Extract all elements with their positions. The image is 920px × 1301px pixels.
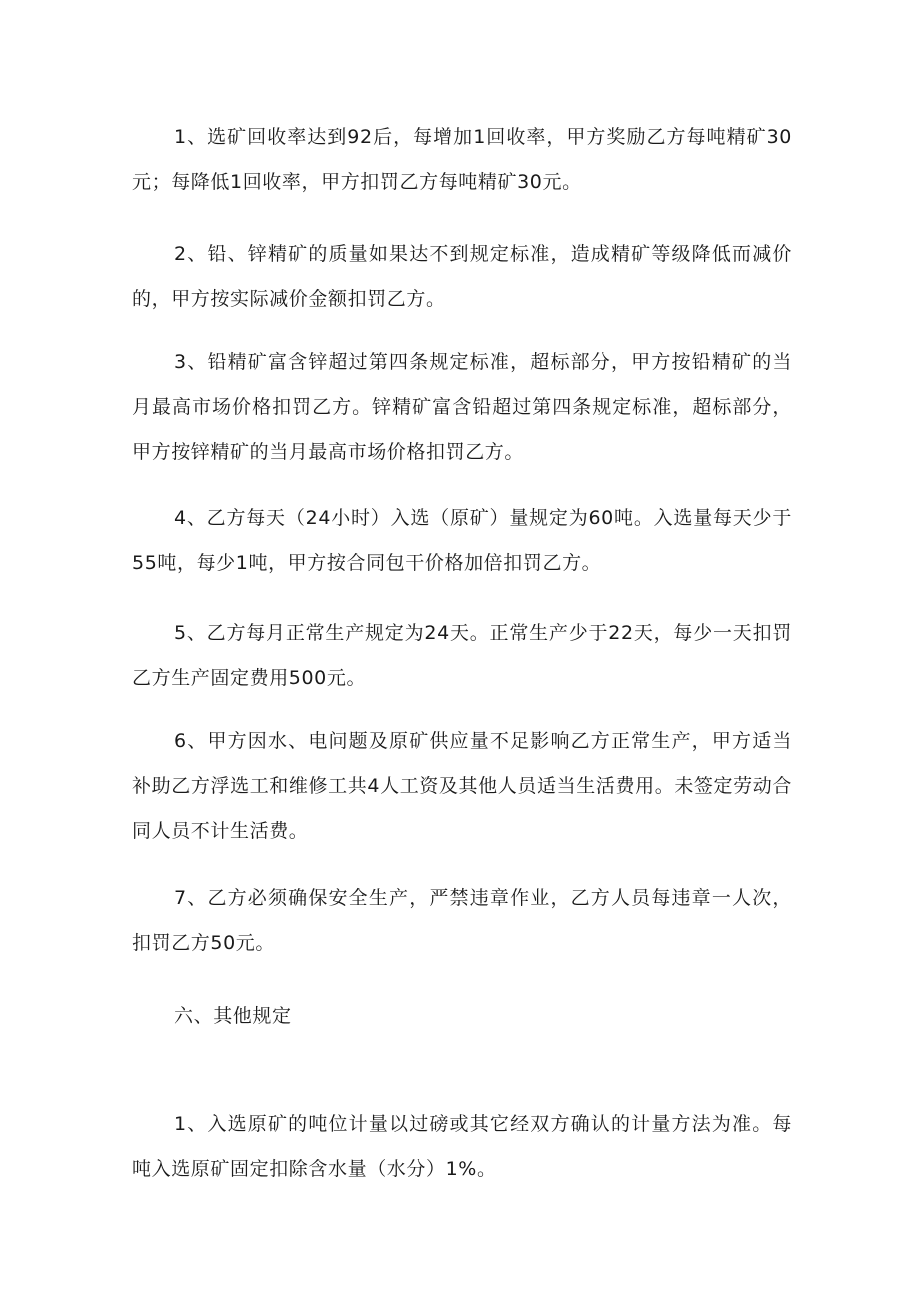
section-clause-1-paragraph: 1、入选原矿的吨位计量以过磅或其它经双方确认的计量方法为准。每吨入选原矿固定扣除含水量（水分）1%。 [132, 1113, 792, 1180]
clause-7-paragraph: 7、乙方必须确保安全生产，严禁违章作业，乙方人员每违章一人次，扣罚乙方50元。 [132, 887, 792, 954]
clause-4-paragraph: 4、乙方每天（24小时）入选（原矿）量规定为60吨。入选量每天少于55吨，每少1吨，甲方按合同包干价格加倍扣罚乙方。 [132, 507, 792, 574]
section-heading: 六、其他规定 [174, 1005, 292, 1027]
clause-2-paragraph: 2、铅、锌精矿的质量如果达不到规定标准，造成精矿等级降低而减价的，甲方按实际减价金额扣罚乙方。 [132, 243, 792, 310]
clause-5-paragraph: 5、乙方每月正常生产规定为24天。正常生产少于22天，每少一天扣罚乙方生产固定费用500元。 [132, 622, 792, 689]
clause-1-paragraph: 1、选矿回收率达到92后，每增加1回收率，甲方奖励乙方每吨精矿30元；每降低1回收率，甲方扣罚乙方每吨精矿30元。 [132, 126, 792, 193]
clause-6-paragraph: 6、甲方因水、电问题及原矿供应量不足影响乙方正常生产，甲方适当补助乙方浮选工和维修工共4人工资及其他人员适当生活费用。未签定劳动合同人员不计生活费。 [132, 730, 792, 842]
clause-3-paragraph: 3、铅精矿富含锌超过第四条规定标准，超标部分，甲方按铅精矿的当月最高市场价格扣罚乙方。锌精矿富含铅超过第四条规定标准，超标部分，甲方按锌精矿的当月最高市场价格扣罚乙方。 [132, 351, 792, 463]
